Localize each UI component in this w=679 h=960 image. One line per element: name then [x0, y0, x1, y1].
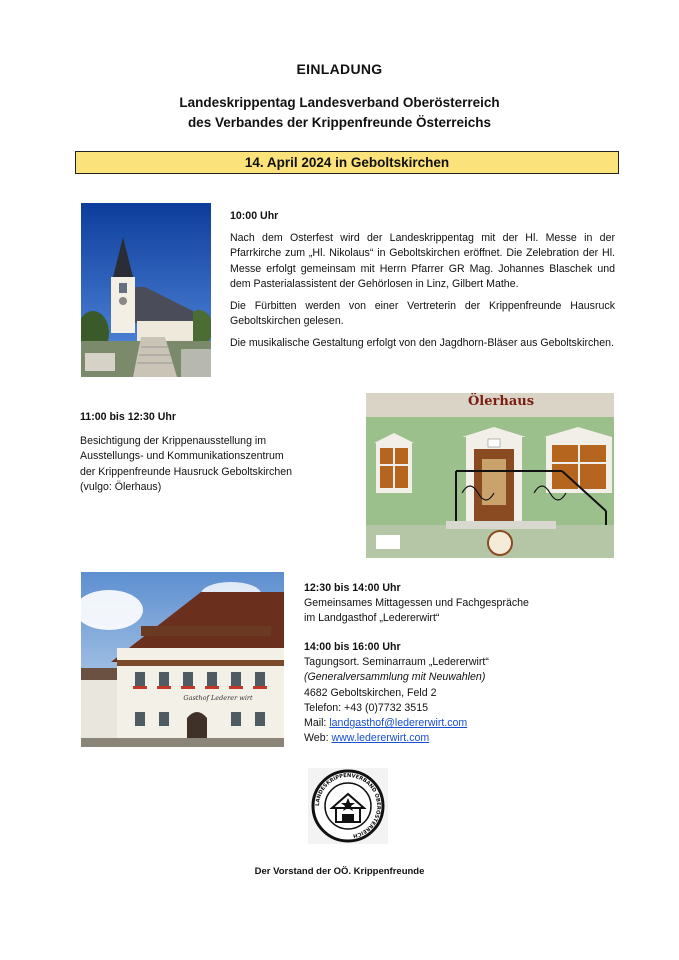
- block-11-00: [80, 410, 340, 495]
- address-line: 4682 Geboltskirchen, Feld 2: [304, 686, 437, 699]
- block-10-00: [230, 209, 615, 359]
- ledererwirt-facade-text: Gasthof Lederer wirt: [183, 694, 253, 702]
- oelerhaus-sign: Ölerhaus: [467, 394, 535, 409]
- intercessions-paragraph: Die Fürbitten werden von einer Vertreterin der Krippenfreunde Hausruck Geboltskirchen gelesen.: [230, 300, 615, 328]
- exhibition-line-3: der Krippenfreunde Hausruck Geboltskirchen: [80, 465, 292, 478]
- oelerhaus-illustration: [366, 393, 614, 558]
- board-signature: Der Vorstand der OÖ. Krippenfreunde: [254, 866, 425, 877]
- lunch-line-1: Gemeinsames Mittagessen und Fachgespräche: [304, 597, 529, 610]
- block-14-00: [304, 640, 624, 746]
- lunch-line-2: im Landgasthof „Ledererwirt“: [304, 612, 440, 625]
- mail-line: [304, 716, 624, 731]
- mail-link[interactable]: landgasthof@ledererwirt.com: [329, 717, 468, 730]
- web-label: Web:: [304, 732, 332, 745]
- web-line: [304, 731, 624, 746]
- oelerhaus-photo: [366, 393, 614, 558]
- web-link[interactable]: www.ledererwirt.com: [331, 732, 430, 745]
- page-title: EINLADUNG: [296, 61, 383, 77]
- time-12-30: 12:30 bis 14:00 Uhr: [304, 582, 401, 594]
- mass-paragraph: Nach dem Osterfest wird der Landeskrippentag mit der Hl. Messe in der Pfarrkirche zum „Hl. Nikolaus“ in Geboltskirchen eröffnet. Die Zelebration der Hl. Messe erfolgt gemeinsam mit Herrn Pfarrer GR Mag. Johannes Blaschek und dem Pasterialassistent der Gehörlosen in Linz, Gilbert Mathe.: [230, 232, 615, 290]
- seal-ring-text: LANDESKRIPPENVERBAND OBERÖSTERREICH: [314, 772, 382, 839]
- mail-label: Mail:: [304, 717, 330, 730]
- block-12-30: [304, 581, 624, 627]
- date-banner: 14. April 2024 in Geboltskirchen: [75, 151, 619, 174]
- exhibition-line-1: Besichtigung der Krippenausstellung im: [80, 435, 267, 448]
- time-10-00: 10:00 Uhr: [230, 210, 279, 222]
- general-assembly-note: (Generalversammlung mit Neuwahlen): [304, 671, 486, 684]
- subtitle-line-1: Landeskrippentag Landesverband Oberösterreich: [179, 95, 500, 110]
- music-paragraph: Die musikalische Gestaltung erfolgt von den Jagdhorn-Bläser aus Geboltskirchen.: [230, 337, 614, 350]
- church-photo: [81, 203, 211, 377]
- venue-line: Tagungsort. Seminarraum „Ledererwirt“: [304, 656, 489, 669]
- time-14-00: 14:00 bis 16:00 Uhr: [304, 641, 401, 653]
- association-seal: [308, 768, 388, 844]
- subtitle-line-2: des Verbandes der Krippenfreunde Österreichs: [187, 115, 492, 130]
- ledererwirt-illustration: [81, 572, 284, 747]
- ledererwirt-photo: [81, 572, 284, 747]
- exhibition-line-2: Ausstellungs- und Kommunikationszentrum: [80, 450, 284, 463]
- phone-line: Telefon: +43 (0)7732 3515: [304, 701, 428, 714]
- seal-icon: [308, 768, 388, 844]
- time-11-00: 11:00 bis 12:30 Uhr: [80, 411, 176, 423]
- church-illustration: [81, 203, 211, 377]
- exhibition-line-4: (vulgo: Ölerhaus): [80, 480, 162, 493]
